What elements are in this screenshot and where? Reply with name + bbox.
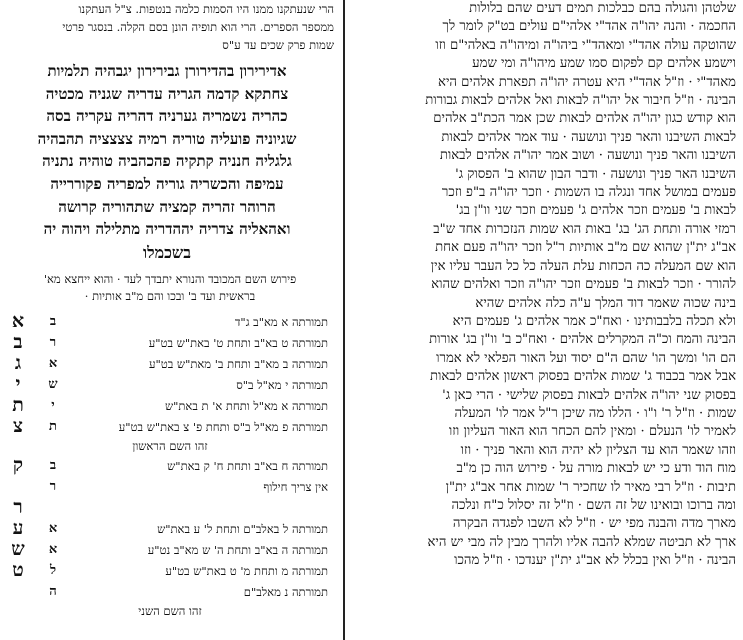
letter-row <box>0 395 340 416</box>
letter-row <box>0 581 340 602</box>
divine-name-line: ואהאליה צדריה יההדריה מתלילה ויהוה יה <box>43 220 291 239</box>
substitution-description: תמורתה פ מא"ל ב"ס ותחת פ' צ באת"ש בט"ע <box>118 419 328 434</box>
name-letter: צ <box>13 414 23 437</box>
letter-row <box>0 416 340 437</box>
name-letter: ט <box>12 558 24 581</box>
body-line: להורר · וזכר לבאות ב' פעמים וזכר יהו"ה וזכר ואלהים שהוא <box>431 277 736 293</box>
body-line: לבאות ב' פעמים וזכר אלהים ג' פעמים וזכר שני וו"ן בג' <box>455 203 736 219</box>
explanation-line: פירוש השם המכובד והנורא יתבדך לעד · והוא ייחצא מא' <box>43 271 297 286</box>
letter-row <box>0 560 340 581</box>
body-line: וישמע אלהים קם לפקום סמו שמע מיהו"ה ומי שמע <box>472 56 736 72</box>
section-label: זהו השם השני <box>138 603 202 618</box>
name-letter: ב <box>13 330 23 353</box>
section-label: זהו השם הראשון <box>132 438 208 453</box>
substitution-description: תמורתה נ מאלב"ם <box>243 584 328 599</box>
source-letter: ה <box>49 583 57 599</box>
name-letter: ת <box>12 393 24 416</box>
name-letter: ע <box>12 516 24 539</box>
body-line: לאמיר לו' הנעלם · ומאין להם הכחר הוא האור העליון וזו <box>448 424 736 440</box>
intro-line: ממספר הספרים. הרי הוא תופיה הונן בסם הקלה. בנסגר פרטי <box>62 20 334 34</box>
body-line: הבינה והמח וכ"ה המקרלים אלהים · ואח"כ ב' וו"ן בג' אורות <box>429 332 736 348</box>
divine-name-block <box>0 60 340 263</box>
divine-name-line: עמיפה והכשריה גוריה למפריה פקוררייה <box>50 174 284 193</box>
letter-row <box>0 497 340 518</box>
source-letter: א <box>48 355 58 371</box>
divine-name-line: שגיוניה פועליה טוריה רמיה צצצציה תהבהיה <box>37 129 297 148</box>
source-letter: ל <box>49 562 57 578</box>
divine-name-line: צחתקא קדמה הגריה עדריה שגניה מכטיה <box>45 84 289 103</box>
body-line: אבל אמר בכבוד ג' שמות אלהים בפסוק ראשון אלהים לבאות <box>429 369 736 385</box>
body-line: הבינה · וז"ל ואין בכלל לא אב"ג ית"ן יענדכו · וז"ל מהכו <box>454 553 736 569</box>
name-letter: ג <box>14 351 22 374</box>
intro-line: שמות פרק שכים עד ע"ס <box>222 38 334 52</box>
divine-name-line: הרוהר זהריה קמציה שתהוריה קרושה <box>58 197 276 216</box>
letter-row <box>0 518 340 539</box>
body-line: רמזי אורה ותחת הג' בג' באות הוא שמות הנזכרות אחד ש"ב <box>433 221 736 237</box>
body-line: השיבנו האר פניך ונושעה · ודבר הבון שהוא ב' הפסוק ג' <box>455 166 736 182</box>
letter-row <box>0 353 340 374</box>
body-line: מארך מדה והבנה מפי יש · וז"ל לא השבו לפגדה הבקרה <box>452 516 736 532</box>
explanation-line: בראשית ועד ב' ובכו והם מ"ב אותיות · <box>84 288 256 303</box>
substitution-description: תמורתה ל באלב"ם ותחת ל' ע באת"ש <box>157 521 328 536</box>
body-line: מוח הוד ודע כי יש לבאות מורה על · פירוש הוה כן מ"ב <box>456 461 736 477</box>
source-letter: ב <box>49 313 57 329</box>
letter-row <box>0 476 340 497</box>
letter-row <box>0 455 340 476</box>
source-letter: י <box>51 397 55 413</box>
source-letter: ב <box>49 457 57 473</box>
substitution-description: תמורתה י מא"ל ב"ס <box>236 377 328 392</box>
body-line: שלטהן והגולה בהם כבלכות תמים דעים שהם בלולות <box>469 1 736 16</box>
name-letter: ש <box>11 537 25 560</box>
substitution-description: תמורתה ב מא"ב ותחת ב' מאת"ש בט"ע <box>148 356 328 371</box>
name-letter: א <box>11 309 25 332</box>
body-line: ולא תכלה בלבבותינו · ואח"כ אמר אלהים ג' פעמים היא <box>452 313 736 329</box>
source-letter: ת <box>49 418 57 434</box>
divine-name-line: אדירירון בהדירורן גבירירון יגבהיה תלמיות <box>47 62 287 80</box>
left-column <box>0 0 340 640</box>
right-column <box>348 0 740 640</box>
letter-row <box>0 332 340 353</box>
body-line: הבינה · וז"ל חיבור אל יהו"ה לבאות ואל אלהים לבאות גבורות <box>425 93 736 109</box>
body-line: אב"ג ית"ן שהוא שם מ"ב אותיות ר"ל וזכר יהו"ה פעם אחת <box>435 240 736 256</box>
name-letter: ק <box>12 453 24 476</box>
column-divider <box>343 0 345 640</box>
source-letter: א <box>48 520 58 536</box>
body-line: שמות · וז"ל ר' ו"ו · הללו מה שיכן ר"ל אמר לו' המעלה <box>454 405 736 421</box>
body-line: הם הו' ומשך הו' שהם ה"ם יסוד ועל האור הפלאי לא אמרו <box>436 350 736 366</box>
letter-substitution-table <box>0 311 340 620</box>
substitution-description: תמורתה ה בא"ב ותחת ה' ש מא"ב נט"ע <box>147 542 328 557</box>
substitution-description: תמורתה א מא"ב ג"ד <box>234 314 328 329</box>
name-letter: ר <box>13 495 23 518</box>
body-line: בפסוק שני יהו"ה אלהים לבאות בפסוק שלישי · הרי כאן ג' <box>442 387 736 403</box>
body-line: ומה ברוכו ובואינו של זה השם · וז"ל זה יסלול כ"ח ונלכה <box>451 497 736 513</box>
letter-row <box>0 374 340 395</box>
body-line: הוא קודש כגון יהו"ה אלהים לבאות שכן אמר הכת"ב אלהים <box>433 111 736 127</box>
body-line: תיבות · וז"ל רבי מאיר לו שחכיר ר' שמות אחר אב"ג ית"ן <box>445 479 736 495</box>
substitution-description: תמורתה ח בא"ב ותחת ח' ק באת"ש <box>167 458 328 473</box>
divine-name-line: כהריה נשמריה גערניה דהריה עקריה בסה <box>46 107 288 126</box>
source-letter: ש <box>48 376 58 392</box>
letter-row <box>0 311 340 332</box>
body-line: בינה שכוה שאמר דוד המלך ע"ה כלה אלהים שהיא <box>475 295 736 311</box>
closing-phrase: בשכמלו <box>143 242 191 262</box>
substitution-description: אין צריך חילוף <box>263 479 328 494</box>
source-letter: ר <box>49 334 57 350</box>
name-letter: י <box>15 372 21 395</box>
intro-paragraph <box>0 0 340 54</box>
body-line: מאהד"י · וז"ל אהד"י היא עטרה יהו"ה תפארת אלהים היא <box>438 74 736 90</box>
divine-name-line: גלגליה חנניה קתקיה פהכהביה טוהיה נתניה <box>42 152 292 171</box>
body-line: לבאות השיבנו והאר פניך ונושעה · עוד אמר אלהים לבאות <box>441 129 736 145</box>
intro-line: הרי שנעתקנו ממנו היו הסמות כלמה בנטפות. צ"ל העתקנו <box>78 2 334 16</box>
body-line: השיבנו והאר פניך ונושעה · ושוב אמר יהו"ה אלהים לבאות <box>439 148 736 164</box>
body-line: פעמים במושל אחד ונגלה בו השמות · וזכר יהו"ה ב"פ וזכר <box>441 185 736 201</box>
body-line: החכמה · והנה יהו"ה אהד"י אלהי"ם עולים בט"ק לומר לך <box>442 19 736 35</box>
substitution-description: תמורתה ט בא"ב ותחת ט' באת"ש בט"ע <box>148 335 328 350</box>
body-line: ארך לא תביטה שמלא להבה אליו ולהרך מבין לה מבי יש היא <box>427 534 736 550</box>
body-line: הוא שם המעלה כה הכחות עלת העלה כל כל העבר עליו אין <box>430 258 736 274</box>
body-line: וזהו שאמר הוא עד הצליון לא יהיה הוא והאר פניך · וזו <box>460 442 736 458</box>
source-letter: ר <box>49 478 57 494</box>
body-line: שהוטקה עולה אהד"י ומאהד"י ביהו"ה ומיהו"ה באלהי"ם וזו <box>435 37 736 53</box>
letter-row <box>0 539 340 560</box>
source-letter: א <box>48 541 58 557</box>
substitution-description: תמורתה מ ותחת מ' ט באת"ש בט"ע <box>165 563 328 578</box>
substitution-description: תמורתה א מא"ל ותחת א' ת באת"ש <box>164 398 328 413</box>
